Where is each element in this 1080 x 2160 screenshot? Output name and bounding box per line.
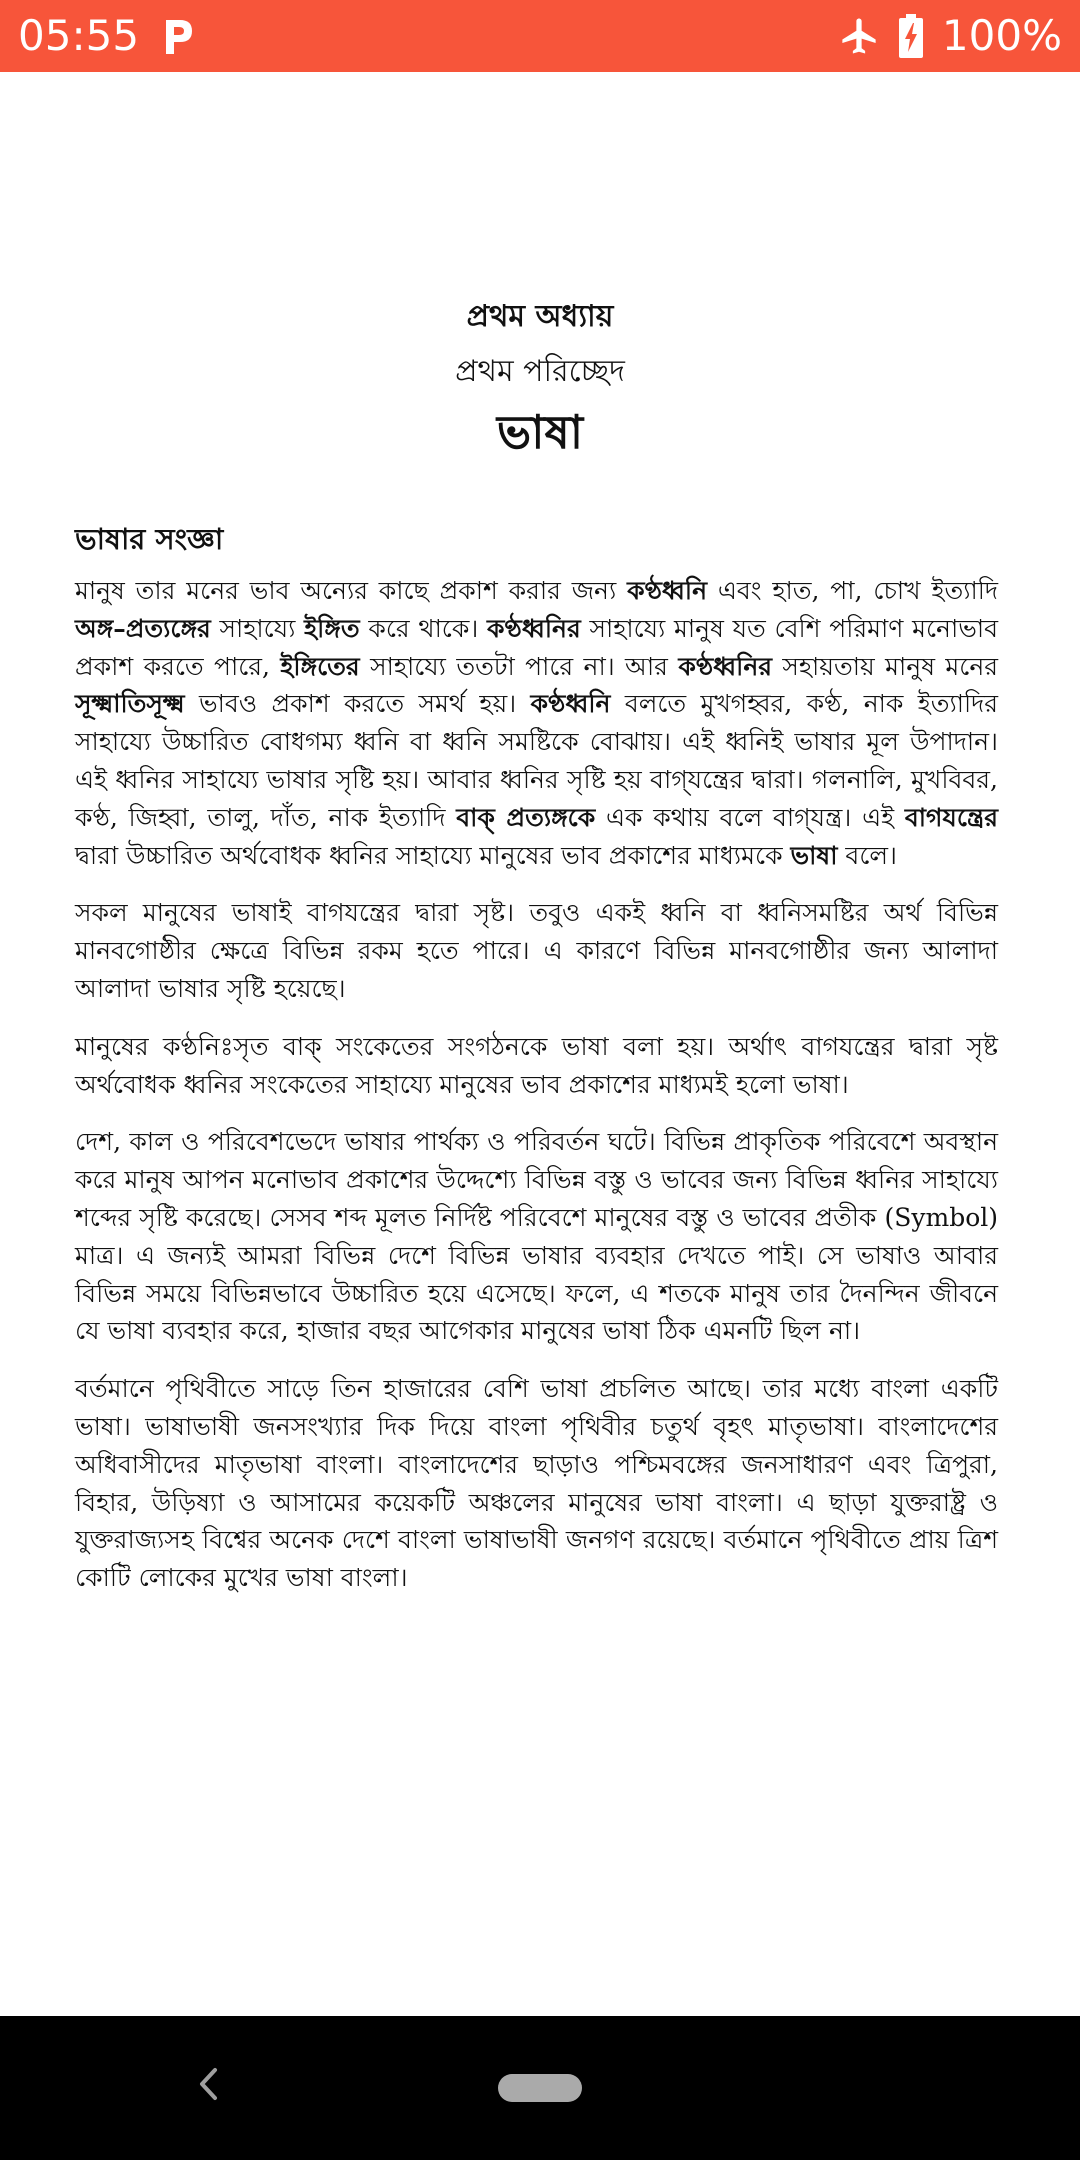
navigation-bar: [0, 2016, 1080, 2160]
bold-term: কণ্ঠধ্বনির: [678, 651, 773, 681]
chapter-title: প্রথম অধ্যায়: [466, 299, 614, 334]
text-run: সাহায্যে ততটা পারে না। আর: [359, 651, 679, 681]
home-pill-icon[interactable]: [498, 2074, 582, 2102]
bold-term: কণ্ঠধ্বনির: [487, 613, 581, 643]
battery-percentage: 100%: [941, 11, 1062, 60]
bold-term: সূক্ষ্মাতিসূক্ষ্ম: [75, 689, 185, 719]
p-icon: [160, 14, 196, 58]
paragraph-2: সকল মানুষের ভাষাই বাগযন্ত্রের দ্বারা সৃষ্ট। তবুও একই ধ্বনি বা ধ্বনিসমষ্টির অর্থ বিভিন্ন মানবগোষ্ঠীর ক্ষেত্রে বিভিন্ন রকম হতে পারে। এ কারণে বিভিন্ন মানবগোষ্ঠীর জন্য আলাদা আলাদা ভাষার সৃষ্টি হয়েছে।: [75, 898, 998, 1003]
battery-charging-icon: [898, 14, 924, 58]
text-run: এক কথায় বলে বাগ্‌যন্ত্র। এই: [595, 802, 905, 832]
back-icon[interactable]: [193, 2064, 223, 2104]
text-run: দ্বারা উচ্চারিত অর্থবোধক ধ্বনির সাহায্যে মানুষের ভাব প্রকাশের মাধ্যমকে: [75, 840, 791, 870]
status-time: 05:55: [18, 11, 140, 60]
bold-term: কণ্ঠধ্বনি: [627, 576, 707, 605]
bold-term: ইঙ্গিত: [304, 613, 360, 643]
status-right-group: [838, 10, 1062, 62]
text-run: করে থাকে।: [359, 613, 488, 643]
chapter-subtitle: প্রথম পরিচ্ছেদ: [455, 354, 625, 389]
bold-term: ইঙ্গিতের: [280, 651, 360, 681]
paragraph-3: মানুষের কণ্ঠনিঃসৃত বাক্‌ সংকেতের সংগঠনকে ভাষা বলা হয়। অর্থাৎ বাগযন্ত্রের দ্বারা সৃষ্ট অর্থবোধক ধ্বনির সংকেতের সাহায্যে মানুষের ভাব প্রকাশের মাধ্যমই হলো ভাষা।: [75, 1031, 998, 1099]
text-run: সাহায্যে মানুষ যত বেশি পরিমাণ মনোভাব প্রকাশ করতে পারে,: [75, 613, 998, 681]
bold-term: কণ্ঠধ্বনি: [530, 689, 611, 719]
text-run: বলতে মুখগহ্বর, কণ্ঠ, নাক ইত্যাদির সাহায্যে উচ্চারিত বোধগম্য ধ্বনি বা ধ্বনি সমষ্টিকে বোঝায়। এই ধ্বনিই ভাষার মূল উপাদান। এই ধ্বনির সাহায্যে ভাষার সৃষ্টি হয়। আবার ধ্বনির সৃষ্টি হয় বাগ্‌যন্ত্রের দ্বারা। গলনালি, মুখবিবর, কণ্ঠ, জিহ্বা, তালু, দাঁত, নাক ইত্যাদি: [75, 689, 999, 832]
chapter-heading: ভাষা: [496, 405, 584, 459]
text-run: সাহায্যে: [210, 613, 305, 643]
paragraph-1: [75, 572, 998, 874]
text-run: এবং হাত, পা, চোখ ইত্যাদি: [707, 576, 998, 605]
bold-term: বাগযন্ত্রের: [904, 802, 998, 832]
text-run: ভাবও প্রকাশ করতে সমর্থ হয়।: [184, 689, 531, 719]
bold-term: ভাষা: [790, 840, 838, 870]
document-page[interactable]: [0, 72, 1080, 2016]
airplane-icon: [838, 15, 880, 57]
paragraph-5: বর্তমানে পৃথিবীতে সাড়ে তিন হাজারের বেশি ভাষা প্রচলিত আছে। তার মধ্যে বাংলা একটি ভাষা। ভাষাভাষী জনসংখ্যার দিক দিয়ে বাংলা পৃথিবীর চতুর্থ বৃহৎ মাতৃভাষা। বাংলাদেশের অধিবাসীদের মাতৃভাষা বাংলা। বাংলাদেশের ছাড়াও পশ্চিমবঙ্গের জনসাধারণ এবং ত্রিপুরা, বিহার, উড়িষ্যা ও আসামের কয়েকটি অঞ্চলের মানুষের ভাষা বাংলা। এ ছাড়া যুক্তরাষ্ট্র ও যুক্তরাজ্যসহ বিশ্বের অনেক দেশে বাংলা ভাষাভাষী জনগণ রয়েছে। বর্তমানে পৃথিবীতে প্রায় ত্রিশ কোটি লোকের মুখের ভাষা বাংলা।: [75, 1374, 998, 1593]
section-heading: ভাষার সংজ্ঞা: [75, 522, 224, 556]
text-run: বলে।: [837, 840, 897, 870]
bold-term: বাক্‌ প্রত্যঙ্গকে: [456, 802, 596, 832]
text-run: মানুষ তার মনের ভাব অন্যের কাছে প্রকাশ করার জন্য: [75, 576, 628, 605]
paragraph-4: দেশ, কাল ও পরিবেশভেদে ভাষার পার্থক্য ও পরিবর্তন ঘটে। বিভিন্ন প্রাকৃতিক পরিবেশে অবস্থান করে মানুষ আপন মনোভাব প্রকাশের উদ্দেশ্যে বিভিন্ন বস্তু ও ভাবের জন্য বিভিন্ন ধ্বনির সাহায্যে শব্দের সৃষ্টি করেছে। সেসব শব্দ মূলত নির্দিষ্ট পরিবেশে মানুষের বস্তু ও ভাবের প্রতীক (Symbol) মাত্র। এ জন্যই আমরা বিভিন্ন দেশে বিভিন্ন ভাষার ব্যবহার দেখতে পাই। সে ভাষাও আবার বিভিন্ন সময়ে বিভিন্নভাবে উচ্চারিত হয়ে এসেছে। ফলে, এ শতকে মানুষ তার দৈনন্দিন জীবনে যে ভাষা ব্যবহার করে, হাজার বছর আগেকার মানুষের ভাষা ঠিক এমনটি ছিল না।: [75, 1127, 998, 1346]
body-text: [75, 572, 998, 1617]
status-bar: [0, 0, 1080, 72]
bold-term: অঙ্গ–প্রত্যঙ্গের: [75, 613, 211, 643]
text-run: সহায়তায় মানুষ মনের: [772, 651, 998, 681]
